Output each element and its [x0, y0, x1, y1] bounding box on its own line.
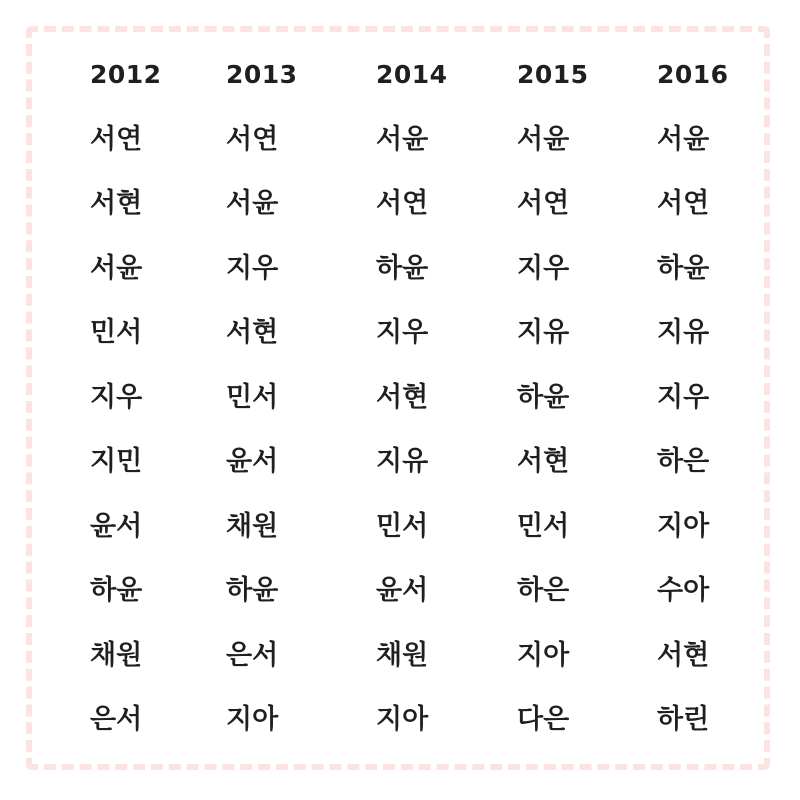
name-cell: 다은 — [517, 704, 570, 735]
name-cell: 지민 — [90, 446, 143, 477]
name-cell: 지우 — [517, 252, 570, 284]
year-column-2015 — [517, 58, 657, 768]
name-cell: 지유 — [517, 317, 570, 348]
name-cell: 수아 — [657, 575, 710, 606]
name-cell: 은서 — [90, 704, 143, 735]
name-cell: 지우 — [226, 252, 279, 284]
name-cell: 하린 — [657, 704, 710, 735]
name-cell: 서윤 — [376, 123, 429, 155]
name-cell: 지아 — [376, 704, 429, 735]
name-cell: 은서 — [226, 639, 279, 671]
name-cell: 지유 — [376, 446, 429, 477]
name-cell: 서현 — [657, 639, 710, 671]
name-cell: 서연 — [376, 188, 429, 219]
name-cell: 서윤 — [517, 123, 570, 155]
name-cell: 하윤 — [517, 381, 570, 413]
name-cell: 서연 — [90, 123, 143, 155]
name-cell: 채원 — [226, 510, 279, 542]
name-cell: 지우 — [376, 317, 429, 348]
year-column-2013 — [226, 58, 366, 768]
name-cell: 민서 — [226, 381, 279, 413]
year-header: 2014 — [376, 60, 448, 89]
name-cell: 지유 — [657, 317, 710, 348]
name-cell: 하윤 — [376, 252, 429, 284]
name-cell: 민서 — [376, 510, 429, 542]
name-cell: 하은 — [657, 446, 710, 477]
name-cell: 서윤 — [90, 252, 143, 284]
year-header: 2013 — [226, 60, 298, 89]
name-cell: 하윤 — [657, 252, 710, 284]
name-cell: 하윤 — [90, 575, 143, 606]
year-header: 2012 — [90, 60, 162, 89]
name-cell: 지우 — [657, 381, 710, 413]
year-header: 2016 — [657, 60, 729, 89]
name-cell: 서연 — [517, 188, 570, 219]
year-column-2014 — [376, 58, 516, 768]
name-cell: 윤서 — [90, 510, 143, 542]
year-column-2016 — [657, 58, 797, 768]
name-cell: 민서 — [90, 317, 143, 348]
name-cell: 윤서 — [226, 446, 279, 477]
name-cell: 채원 — [376, 639, 429, 671]
year-header: 2015 — [517, 60, 589, 89]
year-column-2012 — [90, 58, 230, 768]
name-cell: 서연 — [226, 123, 279, 155]
name-cell: 채원 — [90, 639, 143, 671]
name-cell: 서현 — [226, 317, 279, 348]
name-cell: 서윤 — [657, 123, 710, 155]
name-cell: 지아 — [657, 510, 710, 542]
name-cell: 하은 — [517, 575, 570, 606]
name-cell: 지우 — [90, 381, 143, 413]
name-cell: 서현 — [517, 446, 570, 477]
name-cell: 민서 — [517, 510, 570, 542]
name-cell: 지아 — [517, 639, 570, 671]
name-cell: 서현 — [376, 381, 429, 413]
name-cell: 서연 — [657, 188, 710, 219]
name-cell: 서윤 — [226, 188, 279, 219]
name-cell: 지아 — [226, 704, 279, 735]
name-cell: 하윤 — [226, 575, 279, 606]
name-cell: 윤서 — [376, 575, 429, 606]
name-cell: 서현 — [90, 188, 143, 219]
